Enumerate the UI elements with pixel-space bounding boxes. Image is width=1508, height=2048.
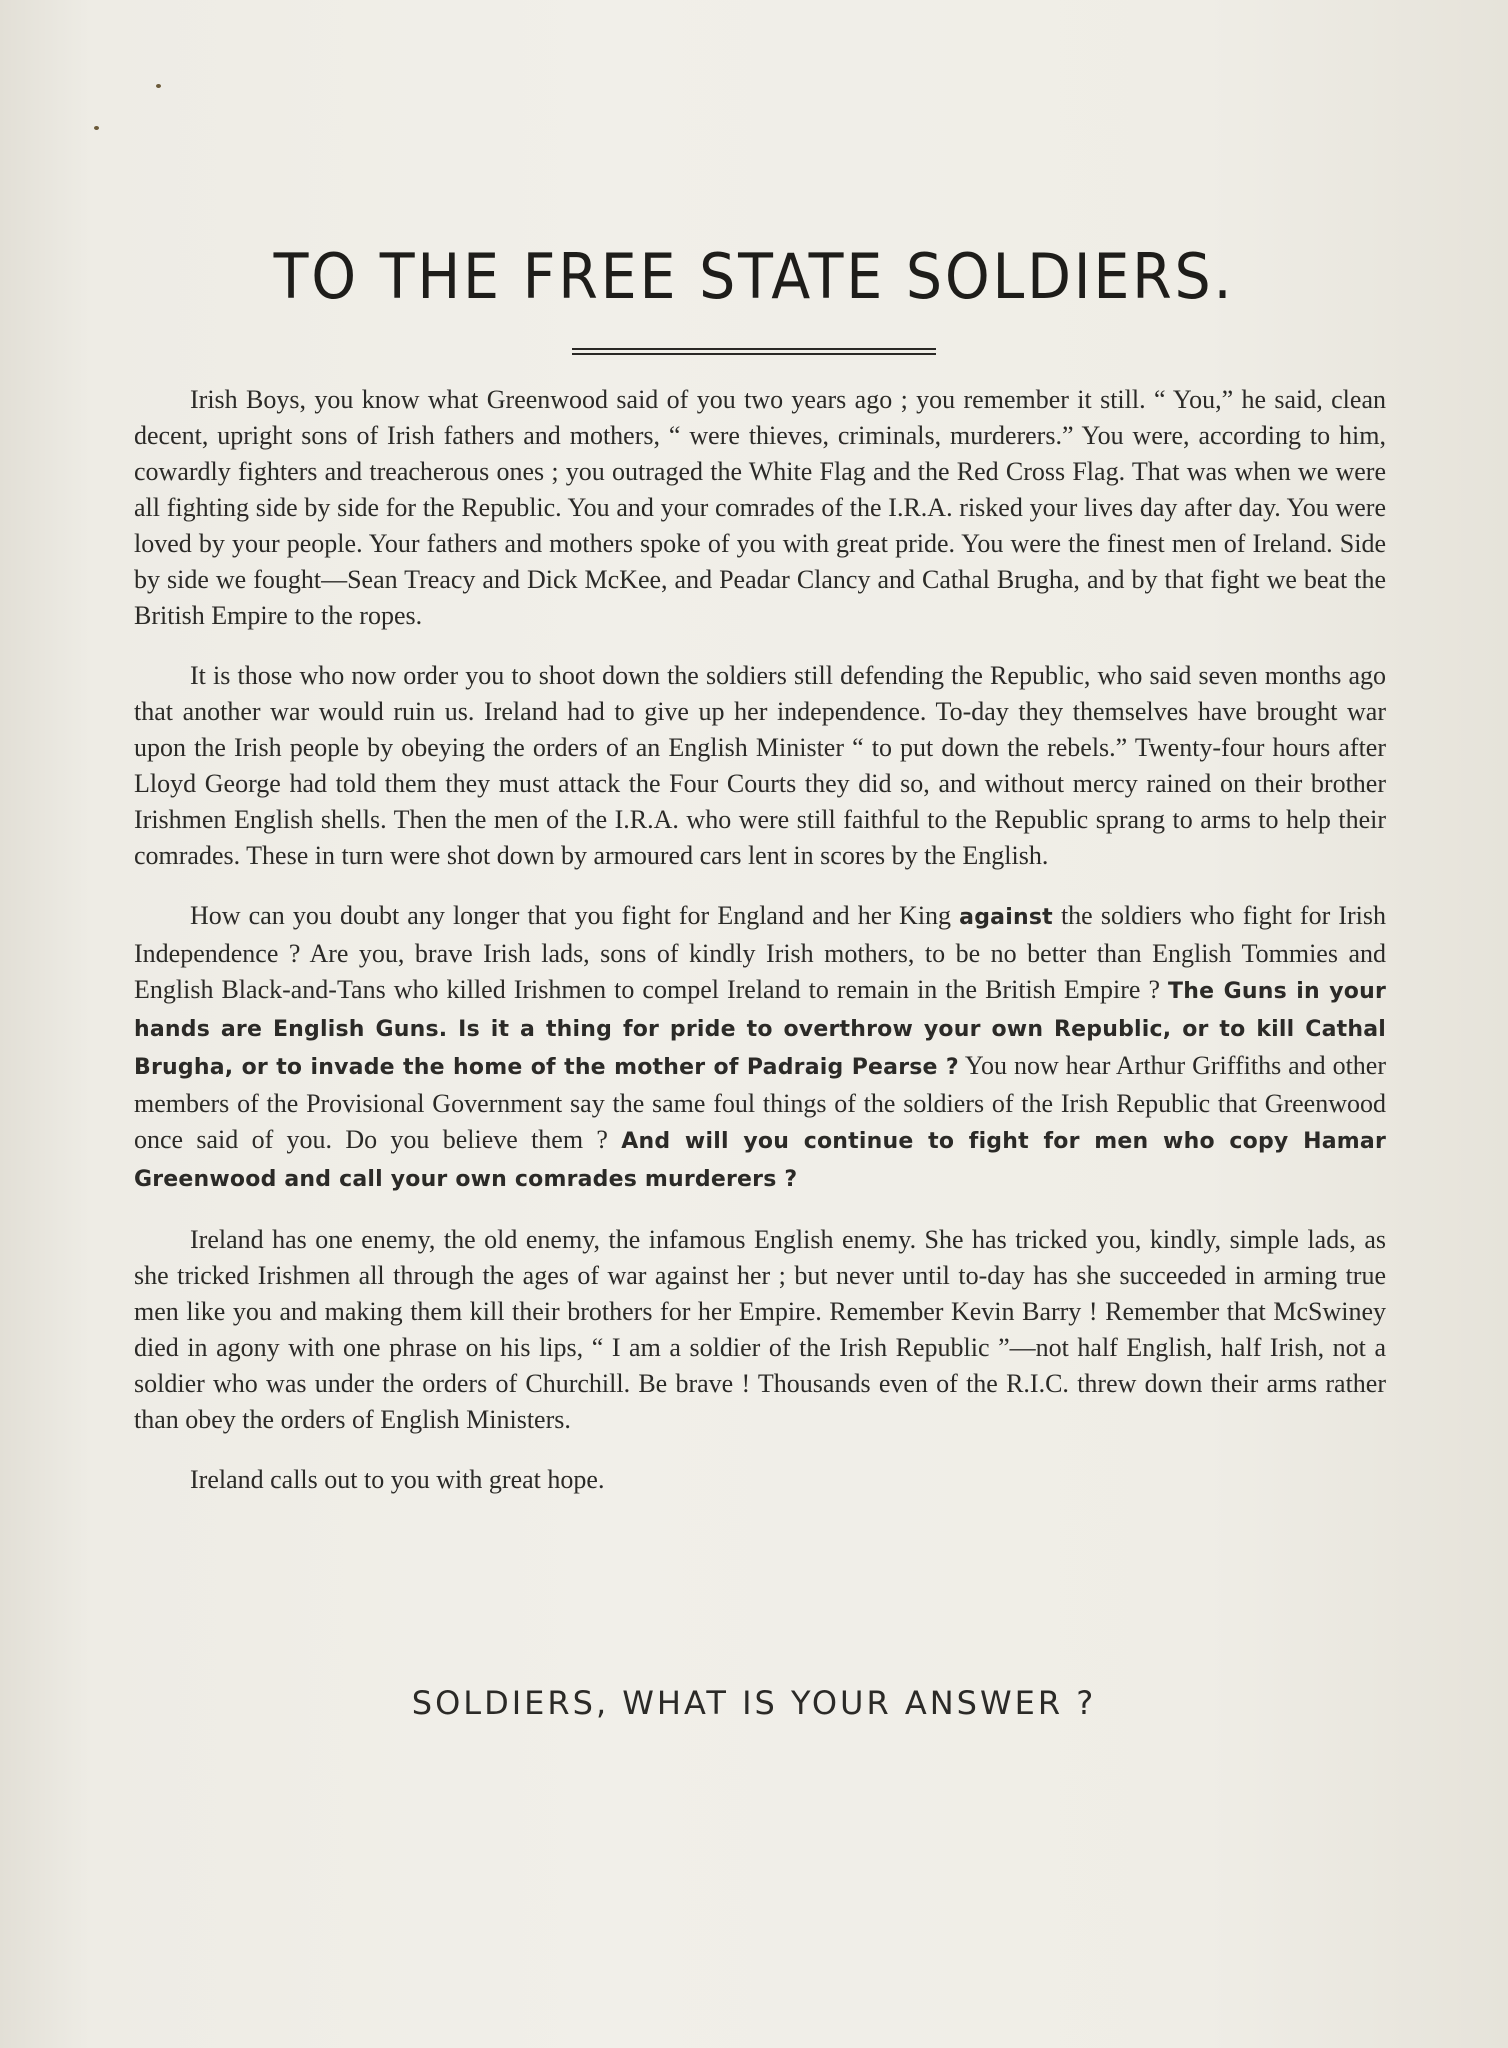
paragraph-1: Irish Boys, you know what Greenwood said of you two years ago ; you remember it still. “ You,” he said, clean decent, upright sons of Irish fathers and mothers, “ were thieves, criminals, murderers.” You were, according to him, cowardly fighters and treacherous ones ; you outraged the White Flag and the Red Cross Flag. That was when we were all fighting side by side for the Republic. You and your comrades of the I.R.A. risked your lives day after day. You were loved by your people. Your fathers and mothers spoke of you with great pride. You were the finest men of Ireland. Side by side we fought—Sean Treacy and Dick McKee, and Peadar Clancy and Cathal Brugha, and by that fight we beat the British Empire to the ropes. <box>134 385 1386 630</box>
paragraph-3-bold-against: against <box>959 905 1053 930</box>
paragraph-2: It is those who now order you to shoot down the soldiers still defending the Republic, who said seven months ago that another war would ruin us. Ireland had to give up her independence. To-day they themselves have brought war upon the Irish people by obeying the orders of an English Minister “ to put down the rebels.” Twenty-four hours after Lloyd George had told them they must attack the Four Courts they did so, and without mercy rained on their brother Irishmen English shells. Then the men of the I.R.A. who were still faithful to the Republic sprang to arms to help their comrades. These in turn were shot down by armoured cars lent in scores by the English. <box>134 661 1386 870</box>
paragraph-3-text-a: How can you doubt any longer that you fight for England and her King <box>190 901 952 930</box>
paragraph-3-bold-guns: The Guns in your hands are English Guns. Is it a thing for pride to overthrow your own Republic, or to kill Cathal Brugha, or to invade the home of the mother of Padraig Pearse ? <box>134 979 1387 1080</box>
title-double-rule <box>572 348 936 358</box>
paragraph-3-bold-question: And will you continue to fight for men who copy Hamar Greenwood and call your own comrades murderers ? <box>134 1129 1387 1192</box>
paragraph-3-text-c: the soldiers who fight for Irish Independence ? Are you, brave Irish lads, sons of kindly Irish mothers, to be no better than English Tommies and English Black-and-Tans who killed Irishmen to compel Ireland to remain in the British Empire ? <box>134 901 1387 1004</box>
closing-line: SOLDIERS, WHAT IS YOUR ANSWER ? <box>411 1684 1097 1722</box>
paragraph-4: Ireland has one enemy, the old enemy, the infamous English enemy. She has tricked you, kindly, simple lads, as she tricked Irishmen all through the ages of war against her ; but never until to-day has she succeeded in arming true men like you and making them kill their brothers for her Empire. Remember Kevin Barry ! Remember that McSwiney died in agony with one phrase on his lips, “ I am a soldier of the Irish Republic ”—not half English, half Irish, not a soldier who was under the orders of Churchill. Be brave ! Thousands even of the R.I.C. threw down their arms rather than obey the orders of English Ministers. <box>134 1225 1386 1434</box>
body-text <box>134 382 1386 1522</box>
paragraph-3 <box>134 898 1386 1198</box>
paragraph-5: Ireland calls out to you with great hope. <box>190 1465 605 1494</box>
document-title: TO THE FREE STATE SOLDIERS. <box>273 240 1235 313</box>
paragraph-3-text-e: You now hear Arthur Griffiths and other members of the Provisional Government say the same foul things of the soldiers of the Irish Republic that Greenwood once said of you. Do you believe them ? <box>134 1051 1386 1154</box>
paper-blemish <box>156 84 161 88</box>
paper-blemish <box>94 126 99 130</box>
